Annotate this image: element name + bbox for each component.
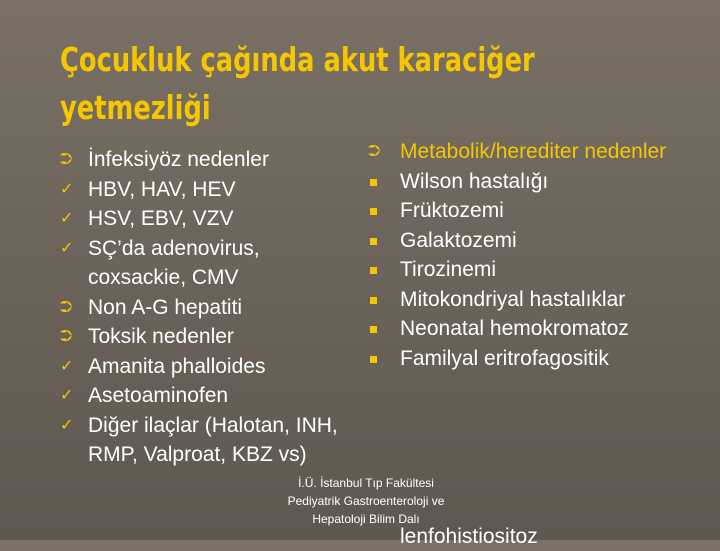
- list-item-text: Mitokondriyal hastalıklar: [400, 287, 626, 311]
- arrow-icon: ⮊: [368, 143, 381, 160]
- list-item-text: Galaktozemi: [400, 228, 517, 252]
- footer-line-2: Pediyatrik Gastroenteroloji ve: [287, 494, 445, 508]
- check-icon: ✓: [60, 416, 74, 434]
- square-bullet-icon: [368, 226, 390, 256]
- list-item: [368, 255, 718, 285]
- slide-title: [60, 36, 535, 132]
- list-item: [60, 293, 360, 323]
- arrow-icon: ⮊: [60, 298, 73, 316]
- right-bullet-list: [368, 137, 718, 373]
- overflow-text: lenfohistiositoz: [400, 525, 538, 548]
- check-icon: ✓: [60, 239, 74, 257]
- list-item-text: Wilson hastalığı: [400, 169, 549, 193]
- list-item: [60, 175, 360, 205]
- list-item-text: Toksik nedenler: [88, 325, 234, 348]
- check-icon: ✓: [60, 357, 74, 375]
- arrow-icon: ⮊: [60, 151, 73, 168]
- list-item-text: Tirozinemi: [400, 258, 497, 281]
- square-bullet-icon: [368, 314, 390, 344]
- footer-line-1: İ.Ü. İstanbul Tıp Fakültesi: [298, 476, 434, 490]
- list-item-text: Metabolik/herediter nedenler: [400, 140, 667, 163]
- list-item-text: Diğer ilaçlar (Halotan, INH, RMP, Valproat, KBZ vs): [88, 413, 338, 466]
- footer-line-3: Hepatoloji Bilim Dalı: [312, 512, 420, 526]
- left-bullet-list: [60, 145, 360, 470]
- list-item-text: HSV, EBV, VZV: [88, 207, 234, 230]
- list-item-text: HBV, HAV, HEV: [88, 177, 236, 201]
- slide-footer: [266, 474, 466, 528]
- list-item: [368, 167, 718, 197]
- check-icon: ✓: [60, 180, 74, 198]
- list-item-text: İnfeksiyöz nedenler: [88, 148, 269, 171]
- list-item: [60, 411, 360, 470]
- list-item: [368, 314, 718, 344]
- list-item-text: Familyal eritrofagositik: [400, 346, 609, 370]
- list-item-text: Amanita phalloides: [88, 354, 266, 378]
- check-icon: ✓: [60, 210, 74, 227]
- check-icon: ✓: [60, 387, 74, 404]
- list-item: [60, 352, 360, 382]
- square-bullet-icon: [368, 167, 390, 197]
- list-item: [60, 204, 360, 234]
- list-item: [60, 234, 360, 293]
- square-bullet-icon: [368, 285, 390, 315]
- arrow-icon: ⮊: [60, 328, 73, 345]
- slide-title-line-2: yetmezliği: [60, 88, 211, 127]
- list-item: [60, 322, 360, 352]
- list-item-text: Früktozemi: [400, 199, 504, 222]
- list-item: [368, 137, 718, 167]
- list-item: [368, 196, 718, 226]
- list-item: [368, 344, 718, 374]
- list-item-text: Asetoaminofen: [88, 384, 229, 407]
- list-item: [60, 381, 360, 411]
- list-item: [368, 226, 718, 256]
- square-bullet-icon: [368, 255, 390, 285]
- list-item: [60, 145, 360, 175]
- list-item-text: Neonatal hemokromatoz: [400, 317, 629, 340]
- slide-title-line-1: Çocukluk çağında akut karaciğer: [60, 40, 535, 79]
- square-bullet-icon: [368, 344, 390, 374]
- square-bullet-icon: [368, 196, 390, 226]
- list-item-text: Non A-G hepatiti: [88, 295, 243, 319]
- list-item-text: SÇ’da adenovirus, coxsackie, CMV: [88, 236, 260, 289]
- list-item: [368, 285, 718, 315]
